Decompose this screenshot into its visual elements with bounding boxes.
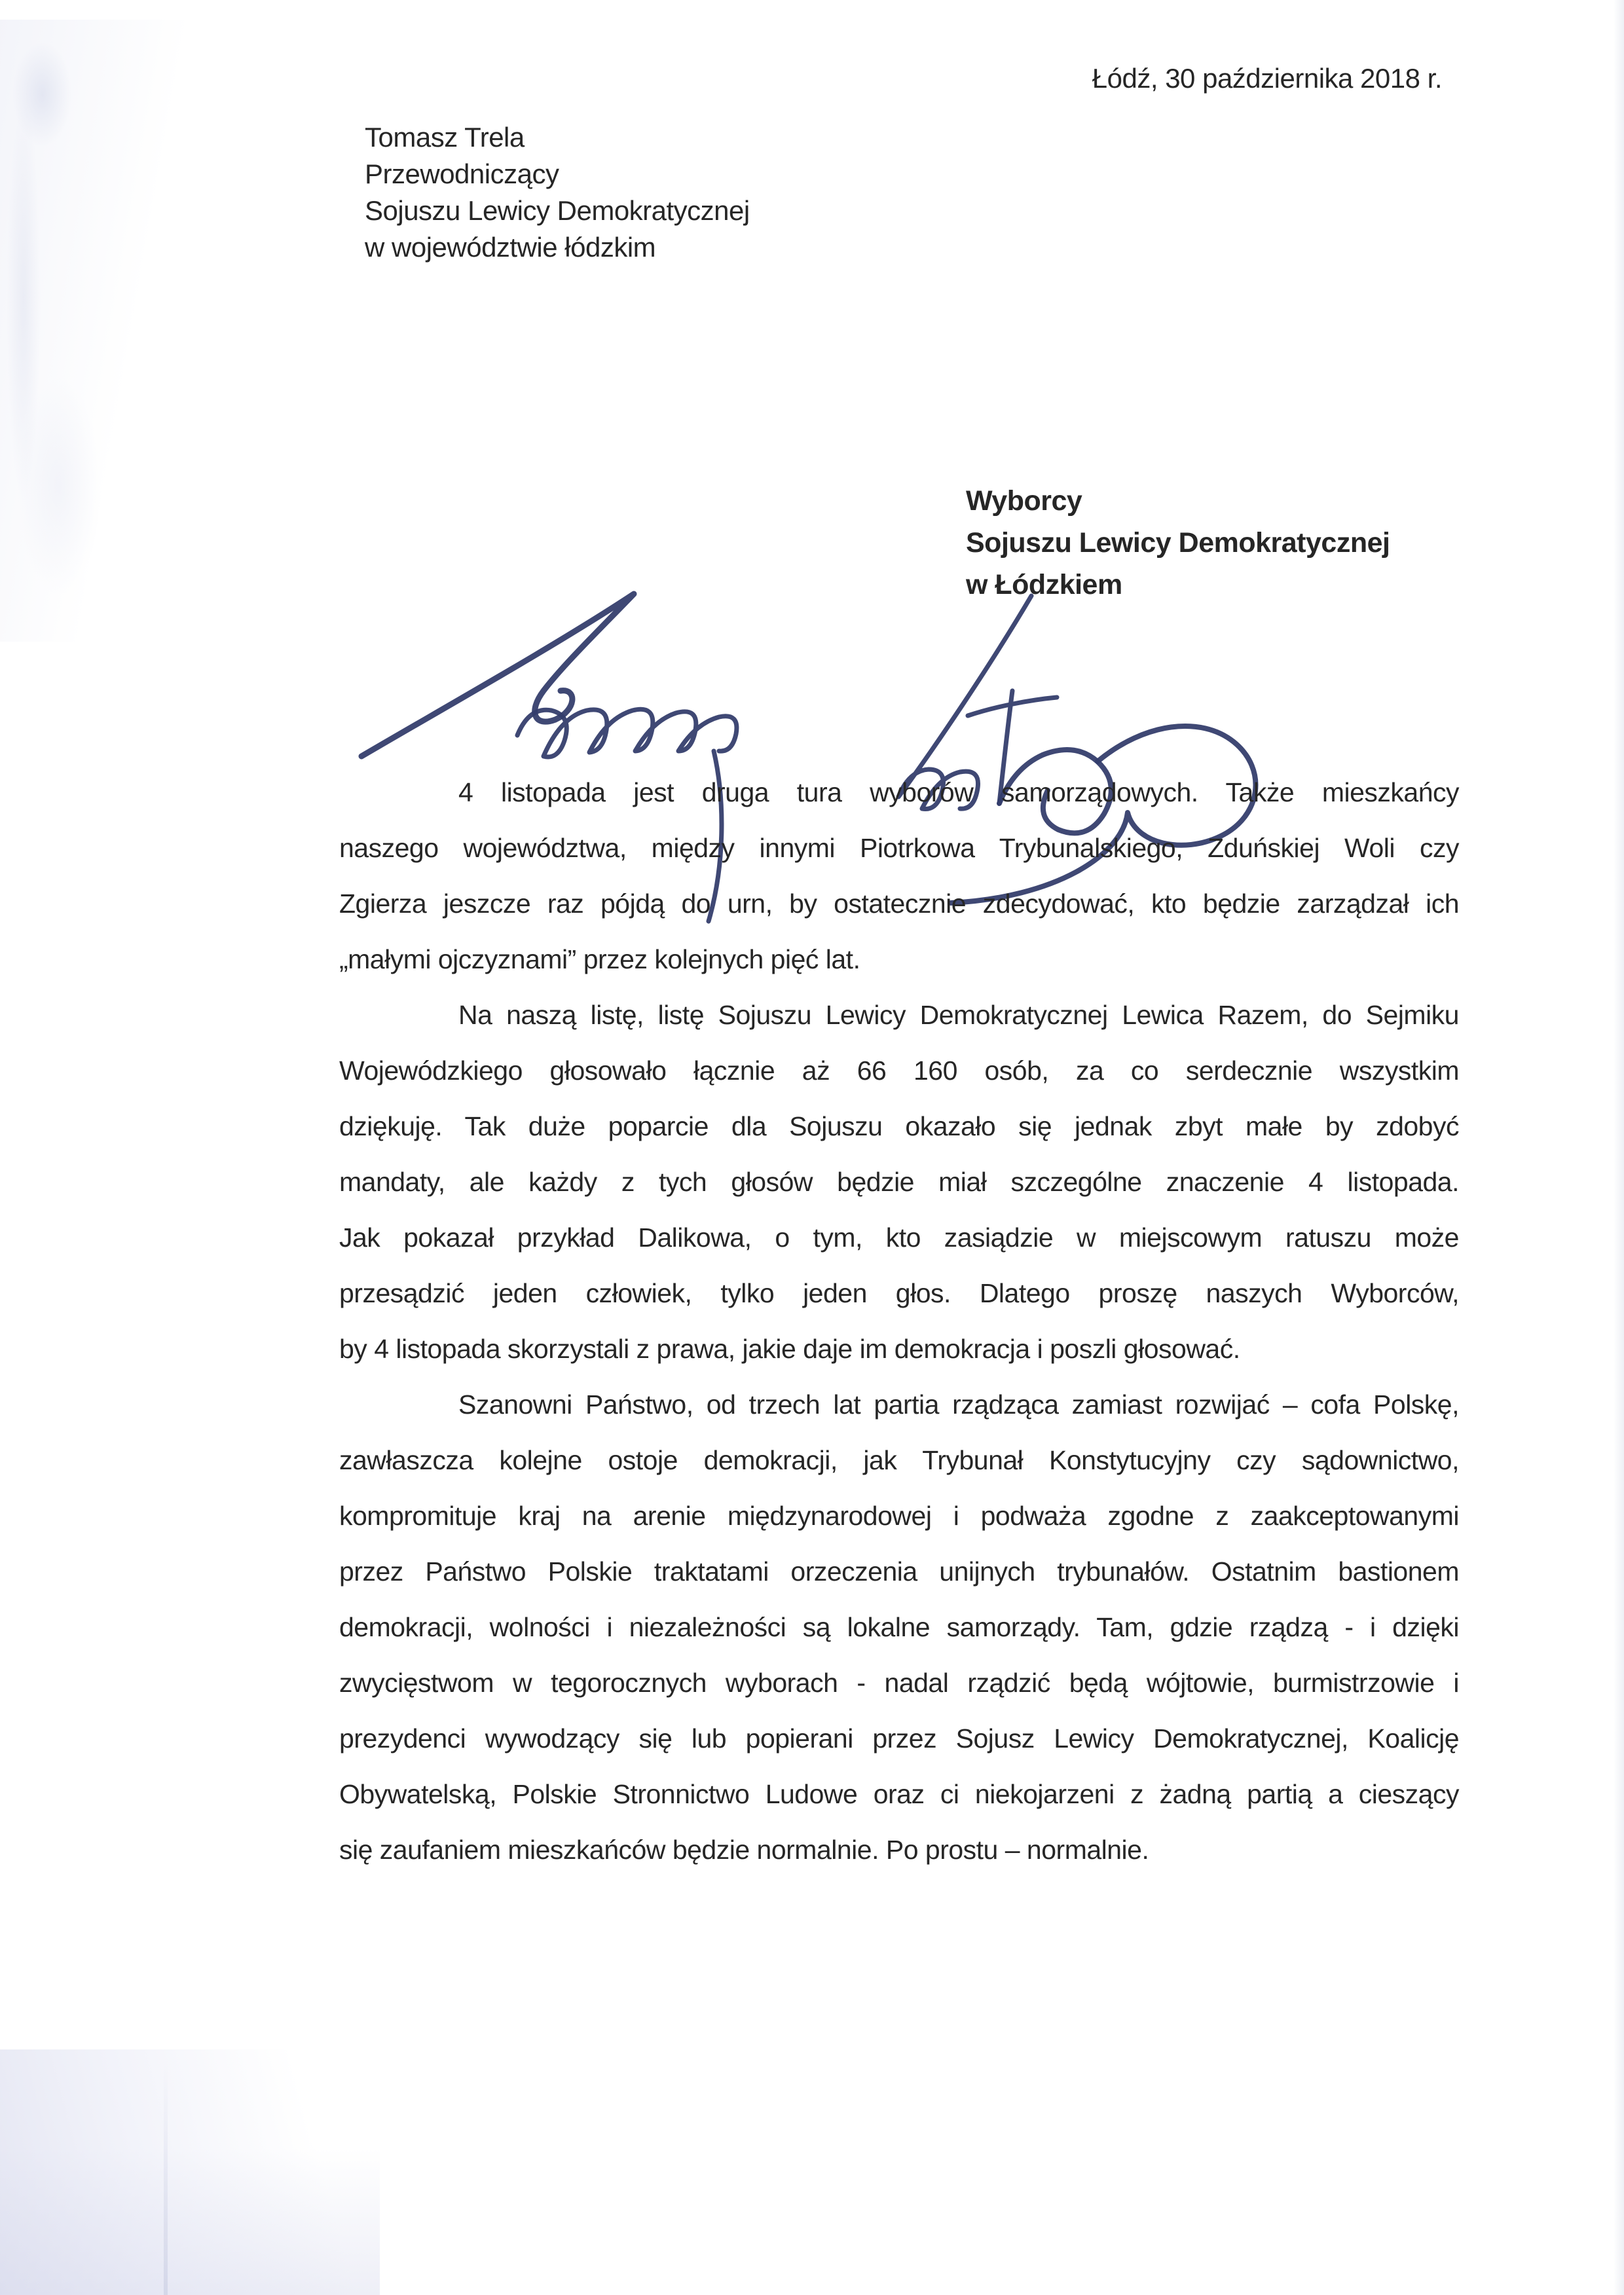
body-line: kompromituje kraj na arenie międzynarodowej i podważa zgodne z zaakceptowanymi [339,1501,1459,1531]
body-line: 4 listopada jest druga tura wyborów samorządowych. Także mieszkańcy [458,777,1459,807]
sender-line: Tomasz Trela [365,122,525,153]
body-line: mandaty, ale każdy z tych głosów będzie miał szczególne znaczenie 4 listopada. [339,1167,1459,1197]
body-line: dziękuję. Tak duże poparcie dla Sojuszu okazało się jednak zbyt małe by zdobyć [339,1111,1459,1141]
body-line: demokracji, wolności i niezależności są lokalne samorządy. Tam, gdzie rządzą - i dzięki [339,1612,1459,1642]
letter-body [339,765,1459,1878]
body-line: prezydenci wywodzący się lub popierani przez Sojusz Lewicy Demokratycznej, Koalicję [339,1723,1459,1753]
body-line: się zaufaniem mieszkańców będzie normalnie. Po prostu – normalnie. [339,1835,1149,1865]
body-line: Obywatelską, Polskie Stronnictwo Ludowe oraz ci niekojarzeni z żadną partią a cieszący [339,1779,1459,1809]
sender-line: Sojuszu Lewicy Demokratycznej [365,195,750,226]
body-line: przez Państwo Polskie traktatami orzeczenia unijnych trybunałów. Ostatnim bastionem [339,1556,1459,1587]
recipient-line: Wyborcy [966,485,1082,517]
body-line: naszego województwa, między innymi Piotrkowa Trybunalskiego, Zduńskiej Woli czy [339,833,1459,863]
sender-line: Przewodniczący [365,158,559,189]
body-line: zwycięstwom w tegorocznych wyborach - nadal rządzić będą wójtowie, burmistrzowie i [339,1668,1459,1698]
date-line: Łódź, 30 października 2018 r. [1092,63,1442,94]
recipient-line: Sojuszu Lewicy Demokratycznej [966,527,1390,559]
body-line: Zgierza jeszcze raz pójdą do urn, by ostatecznie zdecydować, kto będzie zarządzał ich [339,889,1459,919]
paragraph [339,1377,1459,1878]
paragraph [339,987,1459,1377]
body-line: by 4 listopada skorzystali z prawa, jakie daje im demokracja i poszli głosować. [339,1334,1240,1364]
recipient-line: w Łódzkiem [966,569,1122,600]
body-line: Jak pokazał przykład Dalikowa, o tym, kto zasiądzie w miejscowym ratuszu może [339,1222,1459,1253]
body-line: zawłaszcza kolejne ostoje demokracji, jak Trybunał Konstytucyjny czy sądownictwo, [339,1445,1459,1475]
body-line: Na naszą listę, listę Sojuszu Lewicy Demokratycznej Lewica Razem, do Sejmiku [458,1000,1459,1030]
body-line: przesądzić jeden człowiek, tylko jeden głos. Dlatego proszę naszych Wyborców, [339,1278,1459,1308]
body-line: Wojewódzkiego głosowało łącznie aż 66 160 osób, za co serdecznie wszystkim [339,1056,1459,1086]
body-line: „małymi ojczyznami” przez kolejnych pięć lat. [339,944,860,974]
scan-artifact-top-left [0,20,236,642]
sender-line: w województwie łódzkim [365,232,656,263]
body-line: Szanowni Państwo, od trzech lat partia rządząca zamiast rozwijać – cofa Polskę, [458,1389,1459,1420]
scan-artifact-bottom-left [0,2049,380,2295]
scan-artifact-edge-line [164,2063,168,2295]
scan-artifact-right-edge [1614,0,1624,2295]
sender-block [365,119,750,266]
paragraph [339,765,1459,987]
